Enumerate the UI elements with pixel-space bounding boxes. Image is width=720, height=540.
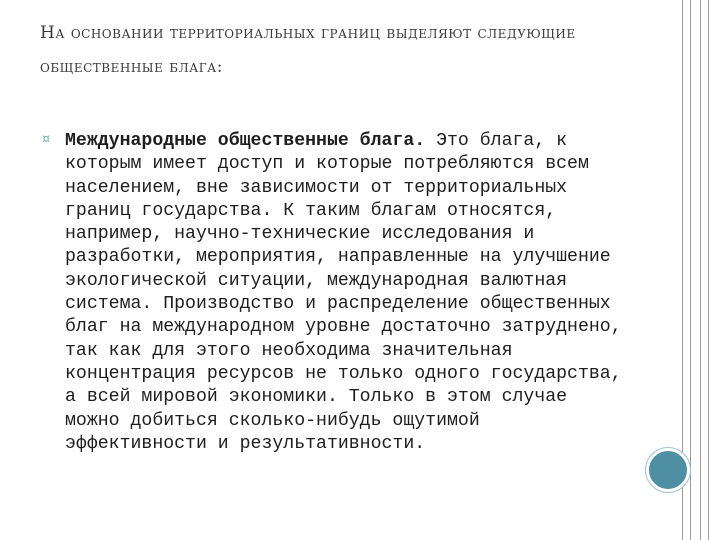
slide-title: На основании территориальных границ выделяют следующие общественные блага: bbox=[40, 23, 576, 77]
bullet-text bbox=[65, 130, 622, 456]
bullet-body: Это блага, к которым имеет доступ и которые потребляются всем населением, вне зависимости от территориальных границ государства. К таким благам относятся, например, научно-технические исследования и разработки, мероприятия, направленные на улучшение экологической ситуации, международная валютная система. Производство и распределение общественных благ на международном уровне достаточно затруднено, так как для этого необходима значительная концентрация ресурсов не только одного государства, а всей мировой экономики. Только в этом случае можно добиться сколько-нибудь ощутимой эффективности и результативности. bbox=[65, 131, 622, 454]
bullet-lead: Международные общественные блага. bbox=[65, 131, 426, 151]
decorative-rule bbox=[690, 0, 691, 540]
bullet-icon: ¤ bbox=[42, 132, 51, 147]
decorative-rule bbox=[700, 0, 701, 540]
decorative-rule bbox=[708, 0, 709, 540]
decorative-circle-icon bbox=[646, 448, 690, 492]
bullet-item bbox=[42, 130, 622, 456]
